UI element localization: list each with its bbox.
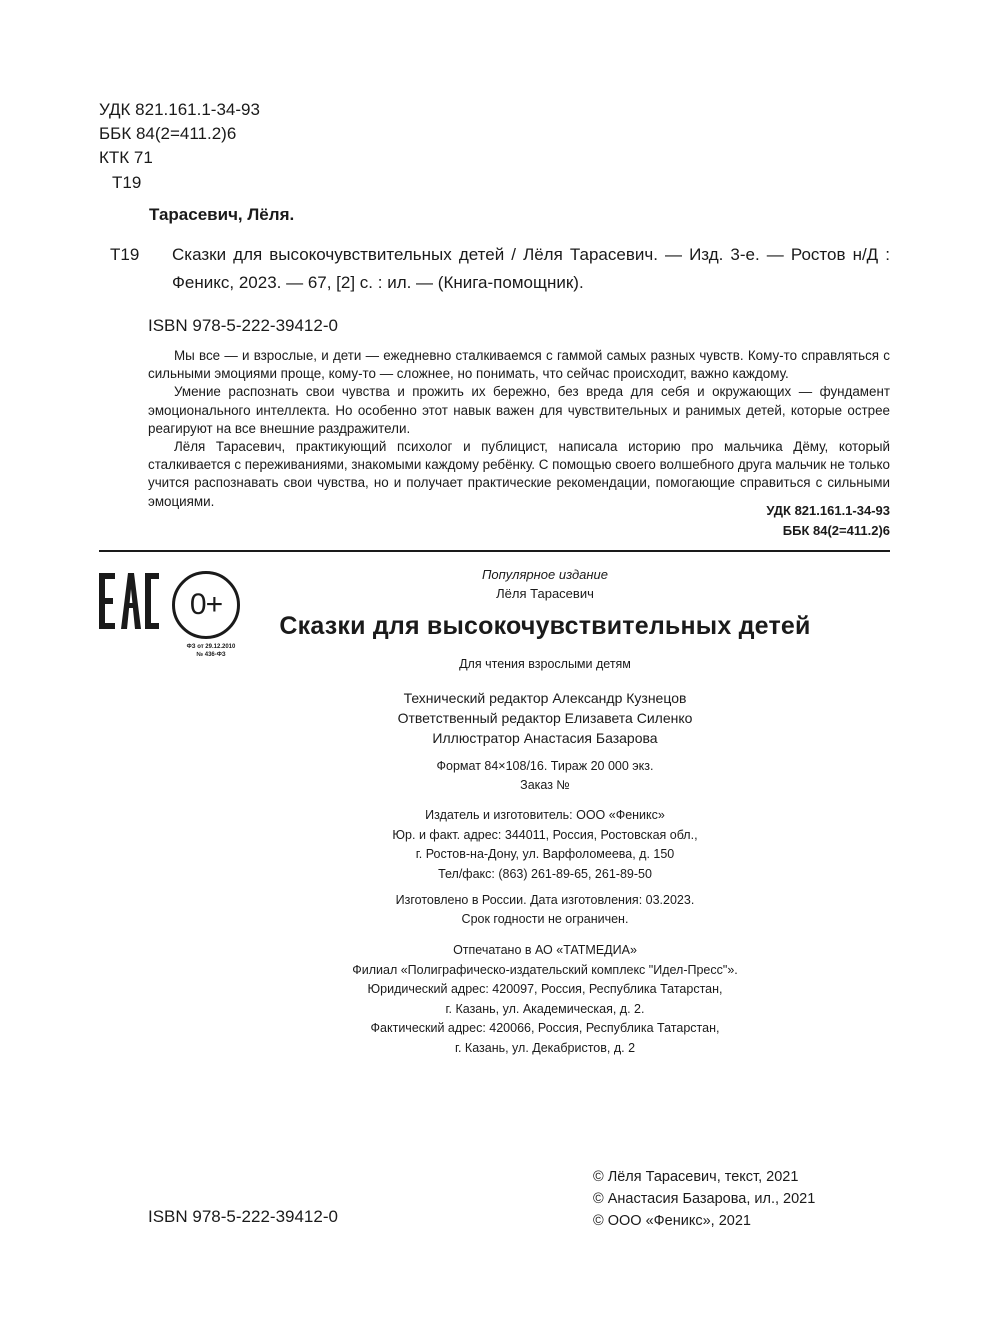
audience-note: Для чтения взрослыми детям bbox=[459, 657, 631, 671]
manufacture-info bbox=[230, 891, 860, 929]
publisher-line: Тел/факс: (863) 261-89-65, 261-89-50 bbox=[438, 866, 652, 881]
imprint-author: Лёля Тарасевич bbox=[496, 586, 594, 601]
print-format bbox=[230, 757, 860, 795]
copyright-line: © ООО «Феникс», 2021 bbox=[593, 1213, 751, 1229]
copyright-block bbox=[593, 1166, 815, 1232]
copyright-line: © Лёля Тарасевич, текст, 2021 bbox=[593, 1169, 799, 1185]
law-line: ФЗ от 29.12.2010 bbox=[186, 644, 236, 650]
printer-line: Юридический адрес: 420097, Россия, Республика Татарстан, bbox=[367, 982, 723, 996]
printer-info bbox=[230, 941, 860, 1058]
publisher-info bbox=[230, 806, 860, 884]
classification-repeat bbox=[766, 501, 890, 541]
udk-code: УДК 821.161.1-34-93 bbox=[99, 100, 260, 119]
bbk-code: ББК 84(2=411.2)6 bbox=[99, 124, 237, 143]
made-in-line: Изготовлено в России. Дата изготовления: 03.2023. bbox=[395, 893, 695, 907]
law-line: № 436-ФЗ bbox=[196, 652, 226, 658]
copyright-line: © Анастасия Базарова, ил., 2021 bbox=[593, 1191, 816, 1207]
author-heading: Тарасевич, Лёля. bbox=[149, 205, 295, 224]
publisher-line: Издатель и изготовитель: ООО «Феникс» bbox=[425, 808, 665, 822]
ktk-code: КТК 71 bbox=[99, 148, 153, 167]
order-line: Заказ № bbox=[520, 778, 570, 792]
printer-line: г. Казань, ул. Академическая, д. 2. bbox=[445, 1001, 645, 1016]
isbn-top: ISBN 978-5-222-39412-0 bbox=[148, 316, 338, 335]
printer-line: Фактический адрес: 420066, Россия, Республика Татарстан, bbox=[370, 1021, 720, 1035]
format-line: Формат 84×108/16. Тираж 20 000 экз. bbox=[436, 759, 654, 773]
publisher-line: г. Ростов-на-Дону, ул. Варфоломеева, д. 150 bbox=[415, 847, 675, 861]
book-title: Сказки для высокочувствительных детей bbox=[279, 612, 811, 640]
udk-code-repeat: УДК 821.161.1-34-93 bbox=[766, 503, 890, 518]
publisher-line: Юр. и факт. адрес: 344011, Россия, Ростовская обл., bbox=[392, 827, 698, 842]
bib-author-mark: Т19 bbox=[110, 245, 140, 264]
bibliographic-description bbox=[110, 241, 890, 297]
illustrator: Иллюстратор Анастасия Базарова bbox=[432, 730, 658, 746]
isbn-bottom: ISBN 978-5-222-39412-0 bbox=[148, 1207, 338, 1226]
author-mark: Т19 bbox=[112, 173, 142, 192]
printer-line: Филиал «Полиграфическо-издательский комплекс "Идел-Пресс"». bbox=[352, 962, 738, 977]
printer-line: г. Казань, ул. Декабристов, д. 2 bbox=[454, 1040, 636, 1055]
bib-description-text: Сказки для высокочувствительных детей / Лёля Тарасевич. — Изд. 3-е. — Ростов н/Д : Феникс, 2023. — 67, [2] с. : ил. — (Книга-помощник). bbox=[172, 245, 890, 292]
edition-type: Популярное издание bbox=[481, 567, 609, 582]
printer-line: Отпечатано в АО «ТАТМЕДИА» bbox=[453, 943, 637, 957]
divider-rule bbox=[99, 550, 890, 552]
resp-editor: Ответственный редактор Елизавета Силенко bbox=[397, 710, 693, 726]
annotation-paragraph: Умение распознать свои чувства и прожить их бережно, без вреда для себя и окружающих — фундамент эмоционального интеллекта. Но особенно этот навык важен для чувствительных и ранимых детей, которые острее реагируют на все внешние раздражители. bbox=[148, 384, 890, 436]
bbk-code-repeat: ББК 84(2=411.2)6 bbox=[782, 523, 890, 538]
age-rating-badge: 0+ bbox=[172, 571, 240, 639]
annotation bbox=[148, 347, 890, 511]
eac-icon bbox=[99, 571, 159, 631]
shelf-life-line: Срок годности не ограничен. bbox=[461, 912, 629, 926]
annotation-paragraph: Мы все — и взрослые, и дети — ежедневно сталкиваемся с гаммой самых разных чувств. Кому-то справляться с сильными эмоциями проще, кому-то — сложнее, но понимать, что сейчас происходит, важно каждому. bbox=[148, 348, 890, 382]
annotation-paragraph: Лёля Тарасевич, практикующий психолог и публицист, написала историю про мальчика Дёму, который сталкивается с переживаниями, знакомыми каждому ребёнку. С помощью своего волшебного друга мальчик не только учится распознавать свои чувства, но и получает практические рекомендации, помогающие справиться с сильными эмоциями. bbox=[148, 439, 890, 509]
tech-editor: Технический редактор Александр Кузнецов bbox=[403, 690, 687, 706]
editorial-staff bbox=[230, 688, 860, 748]
